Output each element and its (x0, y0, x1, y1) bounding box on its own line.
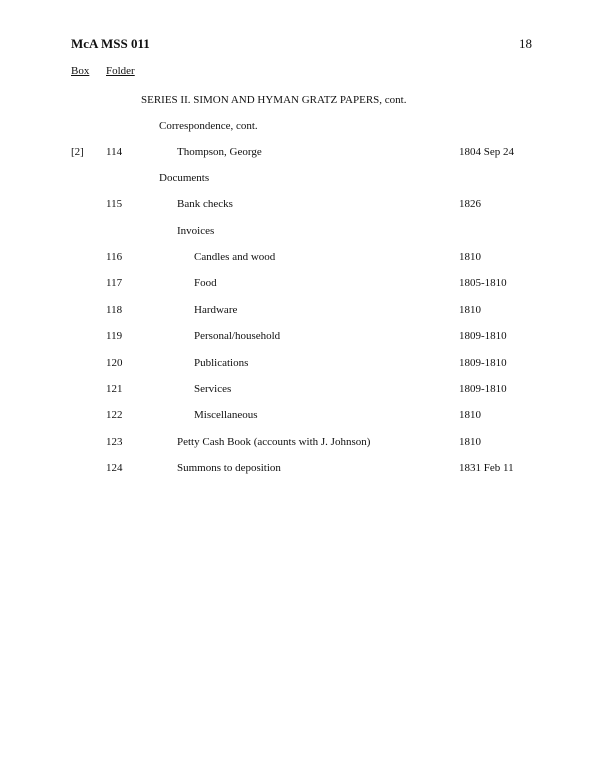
folder-date: 1810 (459, 304, 481, 316)
folder-title: Summons to deposition (177, 462, 281, 474)
folder-title: Candles and wood (194, 251, 276, 263)
folder-date: 1809-1810 (459, 357, 507, 369)
folder-number: 122 (106, 409, 123, 421)
folder-number: 117 (106, 277, 123, 289)
folder-title: Bank checks (177, 198, 233, 210)
folder-title: Personal/household (194, 330, 281, 342)
series-heading: SERIES II. SIMON AND HYMAN GRATZ PAPERS, cont. (141, 94, 407, 106)
folder-title: Publications (194, 357, 249, 369)
folder-title: Hardware (194, 304, 238, 316)
collection-id: McA MSS 011 (71, 36, 150, 51)
folder-title: Services (194, 383, 232, 395)
folder-number: 118 (106, 304, 123, 316)
folder-number: 120 (106, 357, 123, 369)
folder-date: 1831 Feb 11 (459, 462, 514, 474)
folder-date: 1826 (459, 198, 481, 210)
subseries-correspondence: Correspondence, cont. (159, 120, 258, 132)
folder-number: 116 (106, 251, 123, 263)
folder-title: Food (194, 277, 217, 289)
folder-number: 114 (106, 146, 123, 158)
folder-number: 115 (106, 198, 123, 210)
folder-date: 1809-1810 (459, 330, 507, 342)
folder-date: 1810 (459, 409, 481, 421)
folder-title: Petty Cash Book (accounts with J. Johnson) (177, 436, 371, 448)
group-invoices: Invoices (177, 225, 215, 237)
folder-date: 1810 (459, 436, 481, 448)
folder-date: 1809-1810 (459, 383, 507, 395)
folder-number: 119 (106, 330, 123, 342)
column-header-box: Box (71, 65, 90, 77)
folder-date: 1810 (459, 251, 481, 263)
folder-number: 124 (106, 462, 123, 474)
page-number: 18 (519, 36, 532, 51)
column-header-folder: Folder (106, 65, 135, 77)
folder-number: 121 (106, 383, 123, 395)
folder-number: 123 (106, 436, 123, 448)
folder-date: 1804 Sep 24 (459, 146, 514, 158)
box-number: [2] (71, 146, 84, 158)
folder-date: 1805-1810 (459, 277, 507, 289)
folder-title: Miscellaneous (194, 409, 258, 421)
folder-title: Thompson, George (177, 146, 262, 158)
subseries-documents: Documents (159, 172, 210, 184)
